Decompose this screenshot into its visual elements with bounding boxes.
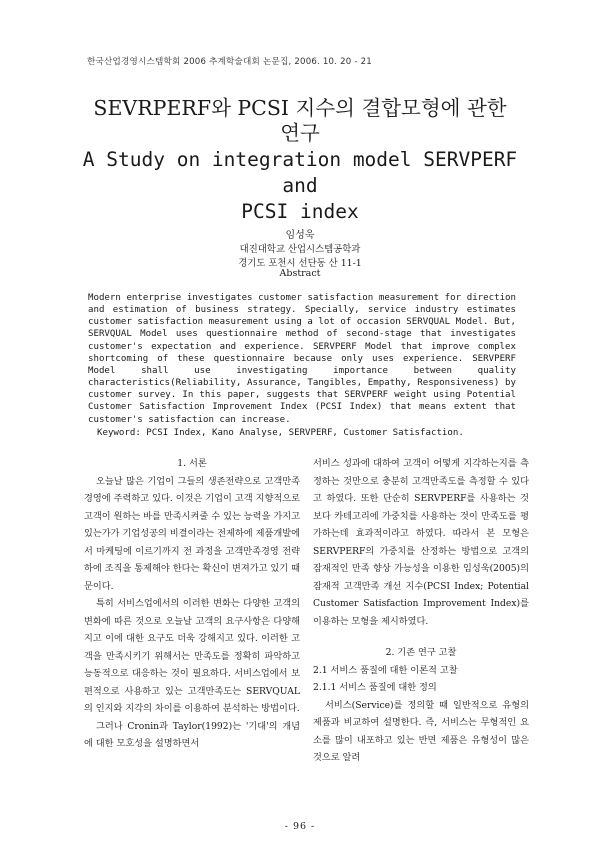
title-english-line1: A Study on integration model SERVPERF and (82, 148, 518, 197)
paragraph: 그러나 Cronin과 Taylor(1992)는 '기대'의 개념에 대한 모호성을 설명하면서 (84, 720, 300, 749)
section-heading-literature-review: 2. 기존 연구 고찰 (385, 647, 457, 658)
keywords: Keyword: PCSI Index, Kano Analyse, SERVPERF, Customer Satisfaction. (97, 428, 464, 438)
subsection-heading: 2.1 서비스 품질에 대한 이론적 고찰 (313, 664, 458, 676)
abstract-heading: Abstract (279, 268, 321, 279)
title-korean-line1: SEVRPERF와 PCSI 지수의 결합모형에 관한 (93, 96, 507, 120)
author-name: 임성욱 (285, 230, 315, 241)
paragraph: 특히 서비스업에서의 이러한 변화는 다양한 고객의 변화에 따른 것으로 오늘날 고객의 요구사항은 다양해지고 이에 대한 요구도 더욱 강해지고 있다. 이러한 고객을 만족시키기 위해서는 만족도를 정확히 파악하고 능동적으로 대응하는 것이 필요하다. 서비스업에서 보편적으로 사용하고 있는 고객만족도는 SERVQUAL의 인지와 지각의 차이를 이용하여 분석하는 방법이다. (84, 598, 300, 714)
author-address: 경기도 포천시 선단동 산 11-1 (238, 258, 362, 269)
running-head: 한국산업경영시스템학회 2006 추계학술대회 논문집, 2006. 10. 20 - 21 (87, 57, 372, 67)
title-english-line2: PCSI index (241, 200, 359, 223)
paragraph: 서비스(Service)를 정의할 때 일반적으로 유형의 제품과 비교하여 설명한다. 즉, 서비스는 무형적인 요소를 많이 내포하고 있는 반면 제품은 유형성이 많은 것으로 알려 (313, 699, 529, 763)
left-column (84, 455, 300, 753)
author-block (150, 229, 450, 271)
paragraph: 오늘날 많은 기업이 그들의 생존전략으로 고객만족경영에 주력하고 있다. 이것은 기업이 고객 지향적으로 고객이 원하는 바를 만족시켜줄 수 있는 능력을 가지고 있는가가 기업성공의 비결이라는 전제하에 제품개발에서 마케팅에 이르기까지 전 과정을 고객만족경영 전략하에 조직을 통제해야 한다는 확신이 변져가고 있기 때문이다. (84, 475, 300, 592)
page-number: - 96 - (284, 821, 316, 832)
subsubsection-heading: 2.1.1 서비스 품질에 대한 정의 (313, 682, 437, 693)
paragraph: 서비스 성과에 대하여 고객이 어떻게 지각하는지를 측정하는 것만으로 충분히 고객만족도를 측정할 수 있다고 하였다. 또한 단순히 SERVPERF를 사용하는 것 보다 카테고리에 가중치를 사용하는 것이 만족도를 평가하는데 효과적이라고 하였다. 따라서 본 모형은 SERVPERF의 가중치를 산정하는 방법으로 고객의 잠재적인 만족 향상 가능성을 이용한 임성욱(2005)의 잠재적 고객만족 개선 지수(PCSI Index; Potential Customer Satisfaction Improvement Index)를 이용하는 모형을 제시하였다. (313, 458, 529, 627)
title-korean (60, 96, 540, 146)
abstract-text: Modern enterprise investigates customer satisfaction measurement for direction and estimation of business strategy. Specially, service industry estimates customer satisfaction measurement using a lot of occasion SERVQUAL Model. But, SERVQUAL Model uses questionnaire method of second-stage that investigates customer's expectation and experience. SERVPERF Model that improve complex shortcoming of these questionnaire because only uses experience. SERVPERF Model shall use investigating importance between quality characteristics(Reliability, Assurance, Tangibles, Empathy, Responsiveness) by customer survey. In this paper, suggests that SERVPERF weight using Potential Customer Satisfaction Improvement Index (PCSI Index) that means extent that customer's satisfaction can increase. (88, 293, 516, 425)
right-column (313, 455, 529, 767)
author-affiliation: 대진대학교 산업시스템공학과 (239, 244, 361, 255)
title-korean-line2: 연구 (280, 121, 320, 145)
title-english (60, 147, 540, 225)
section-heading-introduction: 1. 서론 (177, 458, 207, 469)
